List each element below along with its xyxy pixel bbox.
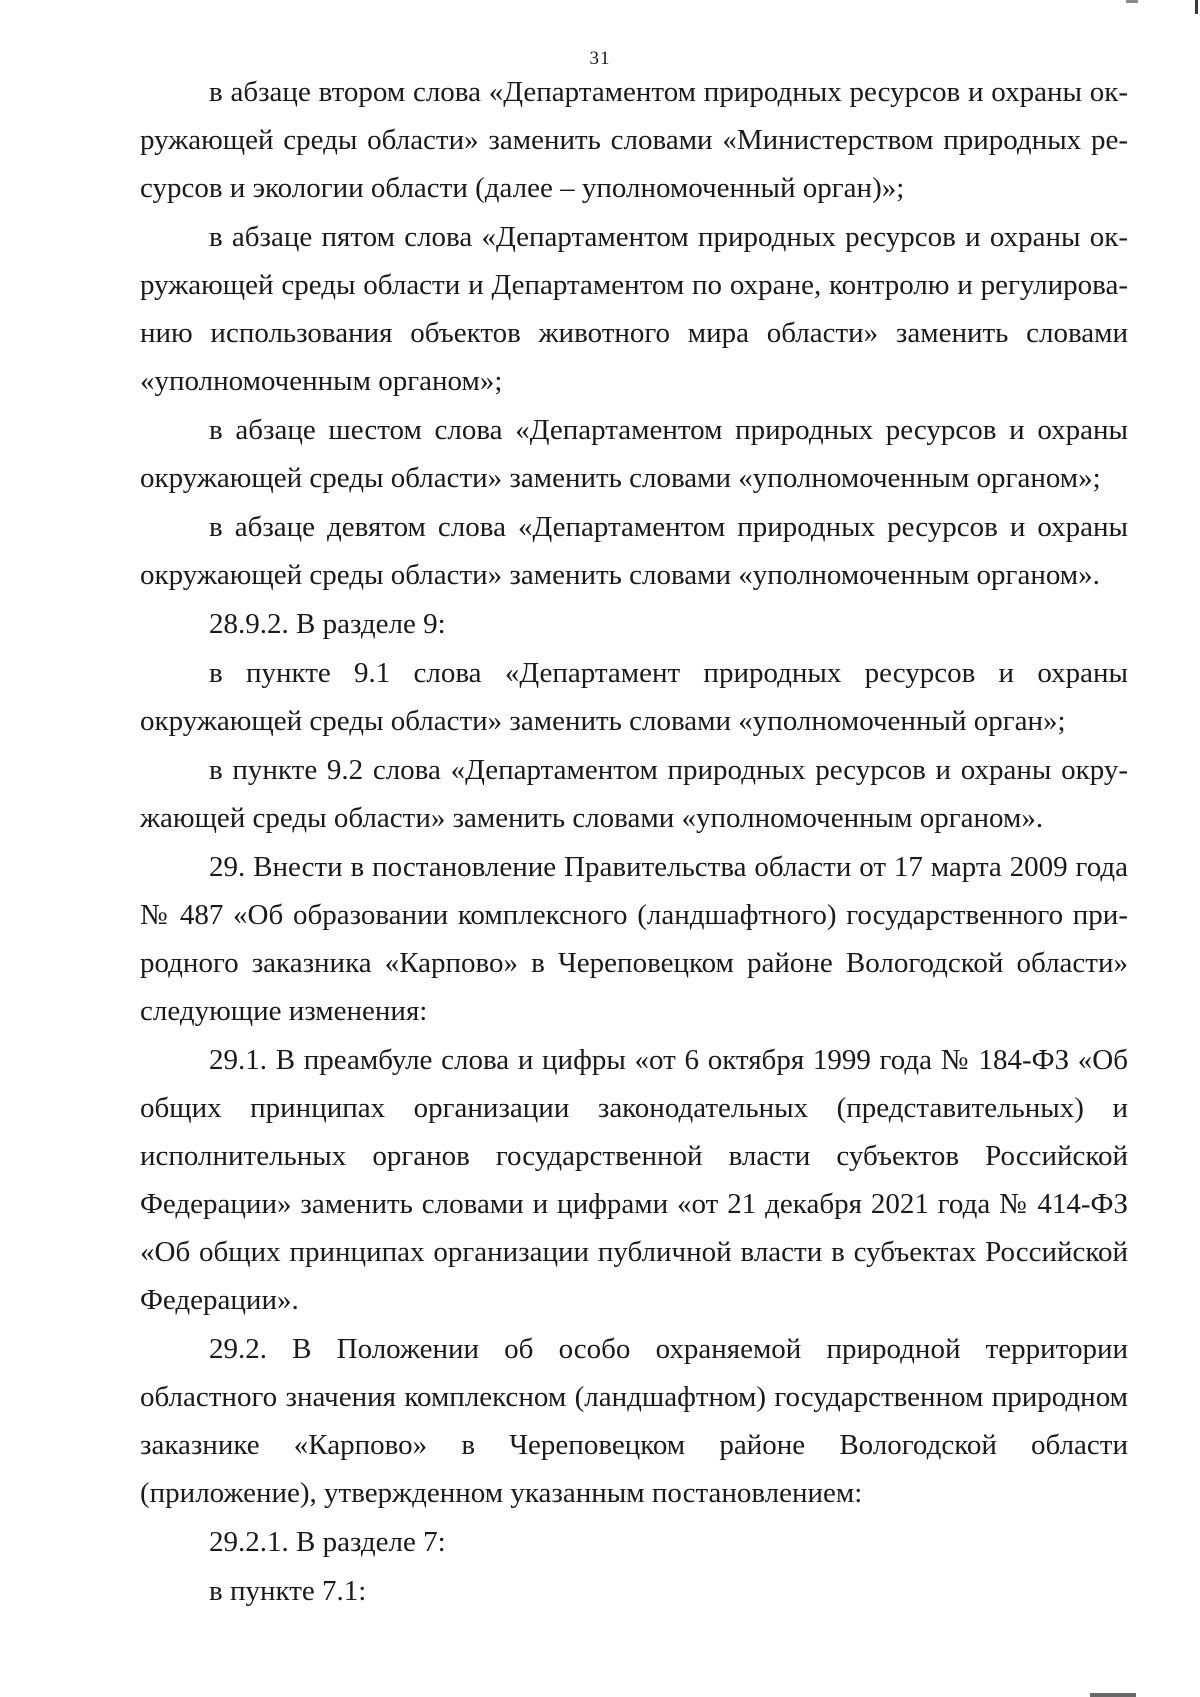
paragraph: в пункте 9.2 слова «Департаментом природных ресурсов и охраны окружающей среды области» заменить словами «уполномоченным органом». bbox=[140, 754, 1128, 834]
paragraph: в пункте 9.1 слова «Департамент природных ресурсов и охраны окружающей среды области» заменить словами «уполномоченный орган»; bbox=[140, 657, 1128, 737]
scan-edge-mark bbox=[1195, 0, 1198, 14]
scan-edge-mark bbox=[1126, 0, 1138, 3]
paragraph: в абзаце втором слова «Департаментом природных ресурсов и охраны окружающей среды области» заменить словами «Министерством природных ресурсов и экологии области (далее – уполномоченный орган)»; bbox=[140, 76, 1128, 204]
paragraph: 29.2. В Положении об особо охраняемой природной территории областного значения комплексном (ландшафтном) государственном природном заказнике «Карпово» в Череповецком районе Вологодской области (приложение), утвержденном указанным постановлением: bbox=[140, 1333, 1128, 1509]
document-body bbox=[140, 68, 1128, 1616]
paragraph: в абзаце шестом слова «Департаментом природных ресурсов и охраны окружающей среды области» заменить словами «уполномоченным органом»; bbox=[140, 414, 1128, 494]
paragraph: 29.1. В преамбуле слова и цифры «от 6 октября 1999 года № 184-ФЗ «Об общих принципах организации законодательных (представительных) и исполнительных органов государственной власти субъектов Российской Федерации» заменить словами и цифрами «от 21 декабря 2021 года № 414-ФЗ «Об общих принципах организации публичной власти в субъектах Российской Федерации». bbox=[140, 1044, 1128, 1316]
paragraph: в абзаце пятом слова «Департаментом природных ресурсов и охраны окружающей среды области и Департаментом по охране, контролю и регулированию использования объектов животного мира области» заменить словами «уполномоченным органом»; bbox=[140, 221, 1128, 397]
paragraph: в пункте 7.1: bbox=[209, 1575, 367, 1607]
scan-edge-mark bbox=[1090, 1693, 1136, 1697]
page-number: 31 bbox=[589, 48, 611, 69]
section-heading: 29.2.1. В разделе 7: bbox=[209, 1526, 446, 1558]
paragraph: в абзаце девятом слова «Департаментом природных ресурсов и охраны окружающей среды области» заменить словами «уполномоченным органом». bbox=[140, 511, 1128, 591]
paragraph: 29. Внести в постановление Правительства области от 17 марта 2009 года № 487 «Об образовании комплексного (ландшафтного) государственного природного заказника «Карпово» в Череповецком районе Вологодской области» следующие изменения: bbox=[140, 851, 1128, 1027]
section-heading: 28.9.2. В разделе 9: bbox=[209, 608, 446, 640]
